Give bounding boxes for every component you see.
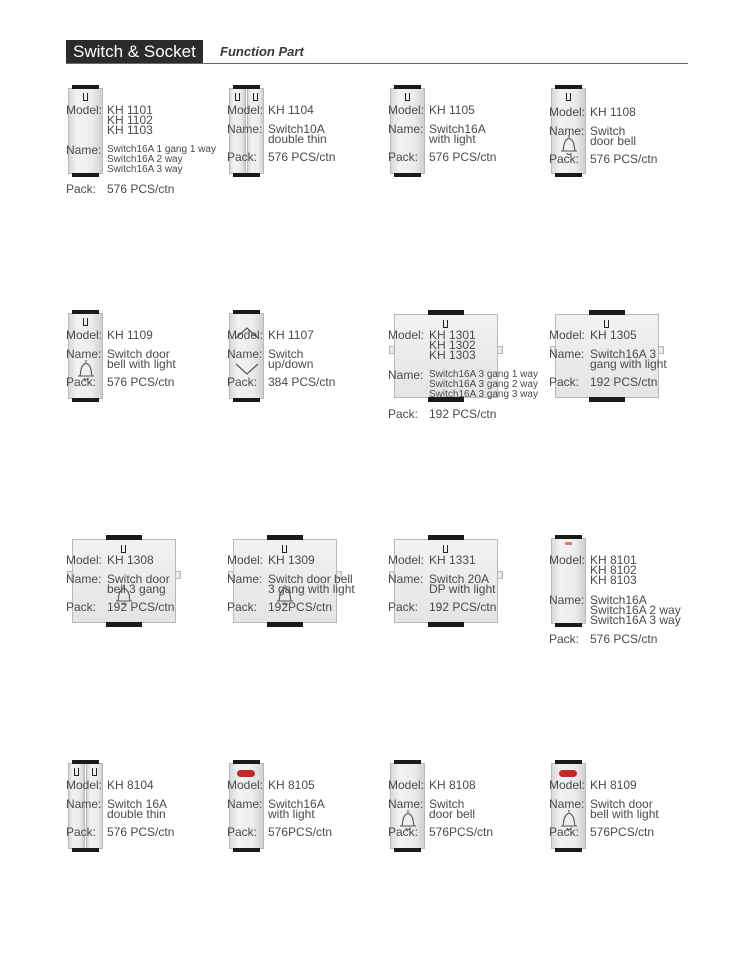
indicator-mark (235, 93, 240, 101)
model-value: KH 1105 (429, 103, 475, 117)
indicator-mark (83, 93, 88, 101)
product-item (549, 85, 719, 285)
name-value: Switch door bell (590, 124, 637, 148)
name-label: Name: (66, 143, 102, 157)
name-value: Switch16A with light (429, 122, 486, 146)
single-switch-icon (549, 535, 589, 627)
bottom-clip (72, 848, 99, 852)
pack-value: 384 PCS/ctn (268, 375, 336, 389)
side-tab (175, 571, 181, 579)
indicator-mark (566, 93, 571, 101)
product-item (388, 760, 558, 960)
name-label: Name: (549, 797, 585, 811)
bottom-clip (589, 397, 625, 402)
product-item (227, 535, 397, 735)
top-clip (428, 310, 464, 315)
model-value: KH 8101 KH 8102 KH 8103 (590, 553, 637, 587)
pack-label: Pack: (66, 182, 97, 196)
model-value: KH 1104 (268, 103, 314, 117)
product-item (549, 535, 719, 735)
pack-value: 192PCS/ctn (268, 600, 333, 614)
pack-value: 576 PCS/ctn (590, 152, 658, 166)
product-item (388, 85, 558, 285)
name-value: Switch up/down (268, 347, 314, 371)
top-clip (267, 535, 303, 540)
top-clip (72, 760, 99, 764)
name-label: Name: (227, 797, 263, 811)
bottom-clip (394, 848, 421, 852)
pack-label: Pack: (549, 152, 580, 166)
pack-value: 192 PCS/ctn (590, 375, 658, 389)
name-value: Switch door bell with light (107, 347, 176, 371)
model-label: Model: (66, 553, 103, 567)
bottom-clip (72, 173, 99, 177)
indicator-mark (121, 545, 126, 553)
top-clip (106, 535, 142, 540)
model-label: Model: (227, 328, 264, 342)
model-value: KH 1107 (268, 328, 314, 342)
pack-label: Pack: (227, 825, 258, 839)
model-value: KH 8104 (107, 778, 154, 792)
section-title: Switch & Socket (66, 40, 203, 64)
name-value: Switch door bell (429, 797, 476, 821)
section-header (66, 40, 688, 64)
pack-value: 576 PCS/ctn (590, 632, 658, 646)
pack-label: Pack: (388, 407, 419, 421)
product-item (549, 310, 719, 510)
name-value: Switch16A 3 gang 1 way Switch16A 3 gang 2 way Switch16A 3 gang 3 way (429, 369, 538, 400)
product-item (66, 535, 236, 735)
indicator-mark (282, 545, 287, 553)
pack-label: Pack: (549, 632, 580, 646)
indicator-light (565, 542, 572, 545)
top-clip (555, 760, 582, 764)
pack-value: 192 PCS/ctn (429, 600, 497, 614)
top-clip (555, 85, 582, 89)
pack-label: Pack: (66, 600, 97, 614)
model-value: KH 1305 (590, 328, 637, 342)
name-value: Switch16A 1 gang 1 way Switch16A 2 way Switch16A 3 way (107, 144, 216, 175)
pack-value: 192 PCS/ctn (107, 600, 175, 614)
model-label: Model: (388, 778, 425, 792)
bottom-clip (267, 622, 303, 627)
bottom-clip (555, 623, 582, 627)
side-tab (497, 346, 503, 354)
pack-value: 576 PCS/ctn (107, 825, 175, 839)
indicator-mark (405, 93, 410, 101)
name-value: Switch 16A double thin (107, 797, 168, 821)
model-label: Model: (66, 778, 103, 792)
top-clip (72, 310, 99, 314)
indicator-light (237, 770, 255, 777)
pack-label: Pack: (388, 600, 419, 614)
top-clip (72, 85, 99, 89)
top-clip (394, 760, 421, 764)
model-label: Model: (388, 328, 425, 342)
product-item (388, 310, 558, 510)
bottom-clip (555, 848, 582, 852)
bottom-clip (428, 622, 464, 627)
top-clip (233, 760, 260, 764)
model-value: KH 8108 (429, 778, 476, 792)
pack-value: 576 PCS/ctn (107, 182, 175, 196)
top-clip (428, 535, 464, 540)
pack-label: Pack: (66, 825, 97, 839)
pack-value: 192 PCS/ctn (429, 407, 497, 421)
model-value: KH 1331 (429, 553, 476, 567)
model-value: KH 1301 KH 1302 KH 1303 (429, 328, 476, 362)
model-value: KH 8109 (590, 778, 637, 792)
product-item (388, 535, 558, 735)
pack-value: 576PCS/ctn (590, 825, 655, 839)
product-item (66, 85, 236, 285)
name-value: Switch16A Switch16A 2 way Switch16A 3 way (590, 593, 681, 627)
pack-value: 576 PCS/ctn (107, 375, 175, 389)
model-label: Model: (549, 328, 586, 342)
indicator-mark (443, 320, 448, 328)
model-label: Model: (388, 103, 425, 117)
model-label: Model: (549, 778, 586, 792)
top-clip (233, 85, 260, 89)
name-value: Switch door bell with light (590, 797, 659, 821)
name-value: Switch door bell 3 gang with light (268, 572, 355, 596)
bottom-clip (72, 398, 99, 402)
pack-value: 576PCS/ctn (268, 825, 333, 839)
name-value: Switch16A 3 gang with light (590, 347, 667, 371)
model-label: Model: (388, 553, 425, 567)
model-value: KH 1108 (590, 105, 636, 119)
product-item (227, 760, 397, 960)
model-value: KH 1109 (107, 328, 153, 342)
header-divider (66, 63, 688, 64)
pack-label: Pack: (227, 375, 258, 389)
pack-value: 576 PCS/ctn (429, 150, 497, 164)
name-label: Name: (549, 347, 585, 361)
indicator-mark (253, 93, 258, 101)
model-label: Model: (549, 553, 586, 567)
model-value: KH 1308 (107, 553, 154, 567)
single-switch-icon (66, 85, 106, 177)
side-tab (497, 571, 503, 579)
section-subtitle: Function Part (220, 44, 304, 59)
product-item (227, 85, 397, 285)
name-label: Name: (227, 347, 263, 361)
name-label: Name: (549, 593, 585, 607)
name-value: Switch door bell 3 gang (107, 572, 170, 596)
bottom-clip (233, 848, 260, 852)
model-value: KH 8105 (268, 778, 315, 792)
name-label: Name: (66, 572, 102, 586)
name-label: Name: (66, 797, 102, 811)
pack-value: 576 PCS/ctn (268, 150, 336, 164)
indicator-mark (92, 768, 97, 776)
name-label: Name: (66, 347, 102, 361)
side-tab (389, 346, 395, 354)
model-value: KH 1101 KH 1102 KH 1103 (107, 103, 153, 137)
pack-label: Pack: (66, 375, 97, 389)
bottom-clip (555, 173, 582, 177)
indicator-mark (74, 768, 79, 776)
switch-plate (551, 538, 586, 624)
bottom-clip (106, 622, 142, 627)
model-label: Model: (227, 553, 264, 567)
model-label: Model: (227, 778, 264, 792)
bottom-clip (233, 398, 260, 402)
model-label: Model: (549, 105, 586, 119)
name-value: Switch16A with light (268, 797, 325, 821)
name-label: Name: (549, 124, 585, 138)
name-label: Name: (388, 797, 424, 811)
product-item (66, 760, 236, 960)
pack-label: Pack: (549, 825, 580, 839)
model-label: Model: (66, 328, 103, 342)
model-value: KH 1309 (268, 553, 315, 567)
top-clip (394, 85, 421, 89)
indicator-mark (443, 545, 448, 553)
pack-label: Pack: (227, 600, 258, 614)
product-item (66, 310, 236, 510)
top-clip (555, 535, 582, 539)
bottom-clip (394, 173, 421, 177)
name-label: Name: (388, 368, 424, 382)
name-label: Name: (388, 122, 424, 136)
indicator-mark (604, 320, 609, 328)
model-label: Model: (66, 103, 103, 117)
pack-label: Pack: (388, 150, 419, 164)
pack-label: Pack: (227, 150, 258, 164)
name-label: Name: (227, 572, 263, 586)
bottom-clip (233, 173, 260, 177)
product-item (227, 310, 397, 510)
name-label: Name: (388, 572, 424, 586)
pack-label: Pack: (549, 375, 580, 389)
pack-value: 576PCS/ctn (429, 825, 494, 839)
name-value: Switch 20A DP with light (429, 572, 496, 596)
pack-label: Pack: (388, 825, 419, 839)
name-value: Switch10A double thin (268, 122, 327, 146)
name-label: Name: (227, 122, 263, 136)
top-clip (589, 310, 625, 315)
product-item (549, 760, 719, 960)
top-clip (233, 310, 260, 314)
model-label: Model: (227, 103, 264, 117)
indicator-mark (83, 318, 88, 326)
indicator-light (559, 770, 577, 777)
